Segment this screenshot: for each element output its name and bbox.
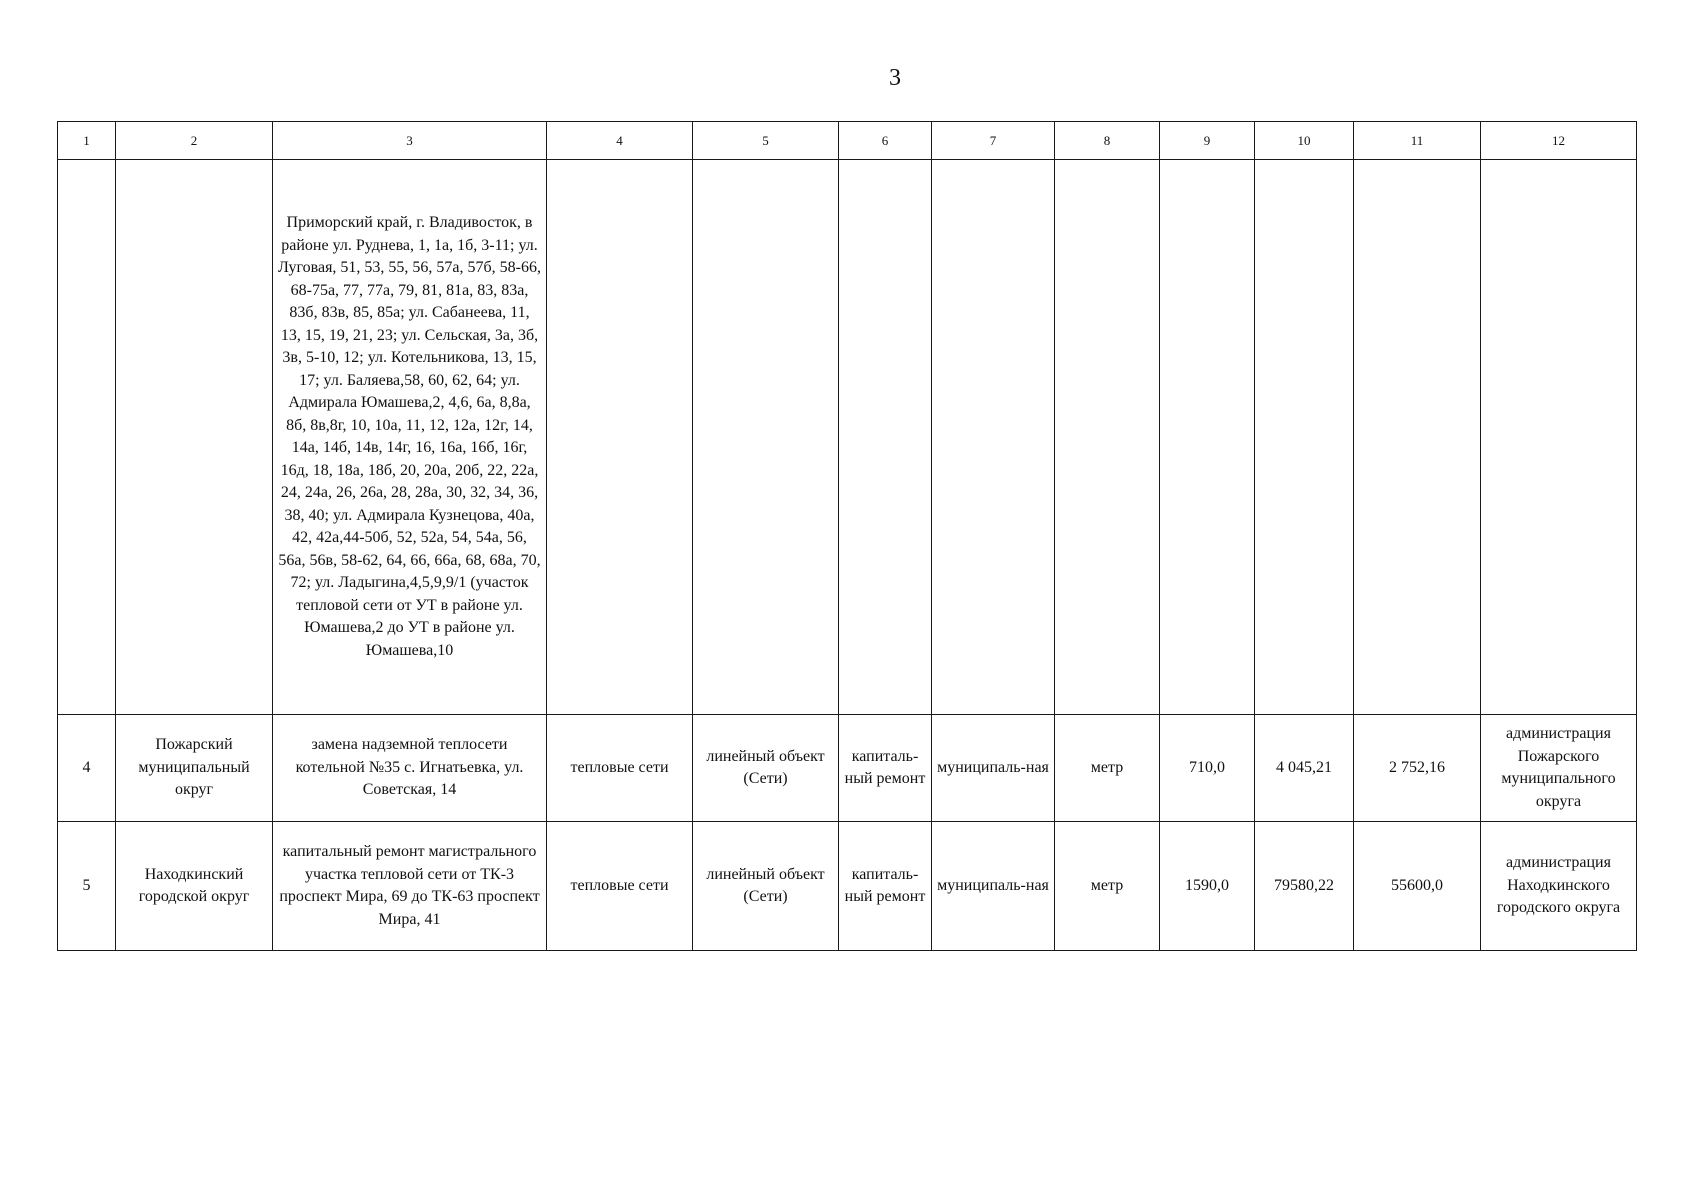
row-number: 4 xyxy=(58,715,116,822)
work-type-cell: капиталь-ный ремонт xyxy=(839,822,932,951)
cost-total-cell xyxy=(1255,160,1354,715)
object-type-cell: линейный объект (Сети) xyxy=(693,822,839,951)
column-number-10: 10 xyxy=(1255,122,1354,160)
address-cell: замена надземной теплосети котельной №35 с. Игнатьевка, ул. Советская, 14 xyxy=(273,715,547,822)
work-type-cell xyxy=(839,160,932,715)
ownership-cell xyxy=(932,160,1055,715)
column-number-4: 4 xyxy=(547,122,693,160)
page-number: 3 xyxy=(889,65,901,91)
registry-table xyxy=(57,121,1637,951)
responsible-cell: администрация Находкинского городского округа xyxy=(1481,822,1637,951)
cost-second-cell: 2 752,16 xyxy=(1354,715,1481,822)
municipality-cell xyxy=(116,160,273,715)
ownership-cell: муниципаль-ная xyxy=(932,822,1055,951)
column-number-row xyxy=(58,122,1637,160)
row-number xyxy=(58,160,116,715)
column-number-6: 6 xyxy=(839,122,932,160)
responsible-cell: администрация Пожарского муниципального округа xyxy=(1481,715,1637,822)
object-type-cell: линейный объект (Сети) xyxy=(693,715,839,822)
row-number: 5 xyxy=(58,822,116,951)
municipality-cell: Пожарский муниципальный округ xyxy=(116,715,273,822)
responsible-cell xyxy=(1481,160,1637,715)
table-row xyxy=(58,715,1637,822)
network-type-cell xyxy=(547,160,693,715)
unit-cell: метр xyxy=(1055,822,1160,951)
cost-second-cell xyxy=(1354,160,1481,715)
column-number-8: 8 xyxy=(1055,122,1160,160)
work-type-cell: капиталь-ный ремонт xyxy=(839,715,932,822)
cost-total-cell: 79580,22 xyxy=(1255,822,1354,951)
column-number-9: 9 xyxy=(1160,122,1255,160)
table-row xyxy=(58,160,1637,715)
network-type-cell: тепловые сети xyxy=(547,822,693,951)
cost-total-cell: 4 045,21 xyxy=(1255,715,1354,822)
ownership-cell: муниципаль-ная xyxy=(932,715,1055,822)
municipality-cell: Находкинский городской округ xyxy=(116,822,273,951)
length-cell: 1590,0 xyxy=(1160,822,1255,951)
unit-cell: метр xyxy=(1055,715,1160,822)
address-cell: капитальный ремонт магистрального участка тепловой сети от ТК-3 проспект Мира, 69 до ТК-63 проспект Мира, 41 xyxy=(273,822,547,951)
table-row xyxy=(58,822,1637,951)
network-type-cell: тепловые сети xyxy=(547,715,693,822)
object-type-cell xyxy=(693,160,839,715)
unit-cell xyxy=(1055,160,1160,715)
cost-second-cell: 55600,0 xyxy=(1354,822,1481,951)
length-cell xyxy=(1160,160,1255,715)
column-number-2: 2 xyxy=(116,122,273,160)
column-number-11: 11 xyxy=(1354,122,1481,160)
column-number-7: 7 xyxy=(932,122,1055,160)
address-cell: Приморский край, г. Владивосток, в районе ул. Руднева, 1, 1а, 1б, 3-11; ул. Луговая, 51, 53, 55, 56, 57а, 57б, 58-66, 68-75а, 77, 77а, 79, 81, 81а, 83, 83а, 83б, 83в, 85, 85а; ул. Сабанеева, 11, 13, 15, 19, 21, 23; ул. Сельская, 3а, 3б, 3в, 5-10, 12; ул. Котельникова, 13, 15, 17; ул. Баляева,58, 60, 62, 64; ул. Адмирала Юмашева,2, 4,6, 6а, 8,8а, 8б, 8в,8г, 10, 10а, 11, 12, 12а, 12г, 14, 14а, 14б, 14в, 14г, 16, 16а, 16б, 16г, 16д, 18, 18а, 18б, 20, 20а, 20б, 22, 22а, 24, 24а, 26, 26а, 28, 28а, 30, 32, 34, 36, 38, 40; ул. Адмирала Кузнецова, 40а, 42, 42а,44-50б, 52, 52а, 54, 54а, 56, 56а, 56в, 58-62, 64, 66, 66а, 68, 68а, 70, 72; ул. Ладыгина,4,5,9,9/1 (участок тепловой сети от УТ в районе ул. Юмашева,2 до УТ в районе ул. Юмашева,10 xyxy=(273,160,547,715)
column-number-12: 12 xyxy=(1481,122,1637,160)
length-cell: 710,0 xyxy=(1160,715,1255,822)
column-number-3: 3 xyxy=(273,122,547,160)
column-number-5: 5 xyxy=(693,122,839,160)
column-number-1: 1 xyxy=(58,122,116,160)
